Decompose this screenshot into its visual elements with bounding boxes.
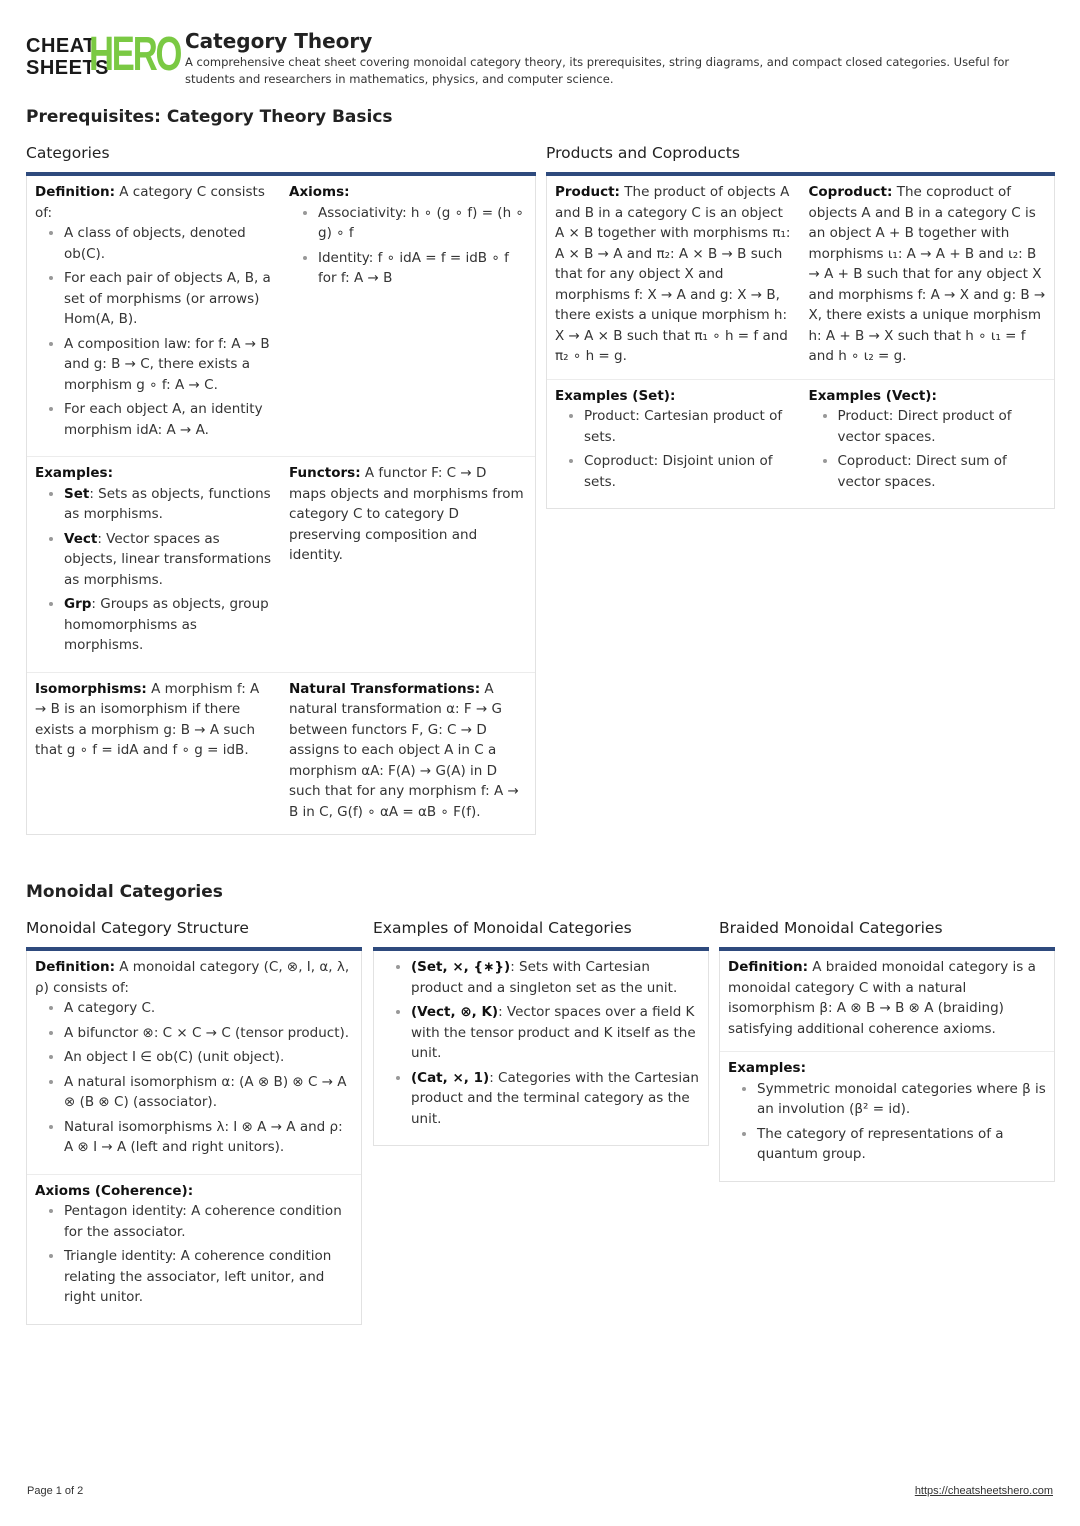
list-item: • (Vect, ⊗, K): Vector spaces over a field K with the tensor product and K itself as the unit. bbox=[411, 1002, 700, 1064]
cell-monoidal-examples bbox=[374, 951, 708, 1145]
cheatsheetshero-logo[interactable] bbox=[26, 28, 181, 81]
functors-label: Functors: bbox=[289, 465, 361, 481]
natural-label: Natural Transformations: bbox=[289, 680, 481, 697]
definition-label: Definition: bbox=[728, 959, 808, 975]
cell-functors bbox=[281, 457, 535, 673]
panel-title-braided: Braided Monoidal Categories bbox=[719, 915, 1055, 951]
examples-label: Examples: bbox=[728, 1060, 806, 1076]
axioms-list bbox=[289, 203, 527, 289]
definition-label: Definition: bbox=[35, 959, 115, 975]
cell-category-definition bbox=[27, 176, 281, 457]
list-item: • A composition law: for f: A → B and g: B → C, there exists a morphism g ∘ f: A → C. bbox=[64, 334, 273, 396]
definition-text: A monoidal category (C, ⊗, I, α, λ, ρ) consists of: bbox=[35, 959, 350, 996]
list-item: • Symmetric monoidal categories where β is an involution (β² = id). bbox=[757, 1079, 1046, 1120]
section-title-prerequisites: Prerequisites: Category Theory Basics bbox=[26, 107, 393, 127]
examples-set-label: Examples (Set): bbox=[555, 387, 676, 404]
cell-examples-vect bbox=[801, 380, 1055, 509]
definition-text: A braided monoidal category is a monoidal category C with a natural isomorphism β: A ⊗ B → B ⊗ A (braiding) satisfying additional coherence axioms. bbox=[728, 959, 1036, 1037]
cell-monoidal-axioms bbox=[27, 1175, 361, 1324]
list-item: • Grp: Groups as objects, group homomorphisms as morphisms. bbox=[64, 594, 273, 656]
list-item: • Associativity: h ∘ (g ∘ f) = (h ∘ g) ∘ f bbox=[318, 203, 527, 244]
monoidal-examples-list bbox=[382, 957, 700, 1129]
cell-isomorphisms bbox=[27, 673, 281, 835]
logo-text-cheat: CHEAT bbox=[26, 35, 96, 57]
product-text: The product of objects A and B in a category C is an object A × B together with morphisms π₁: A × B → A and π₂: A × B → B such that for any object X and morphisms f: X → A and g: X → B, there exists a unique morphism h: X → A × B such that π₁ ∘ h = f and π₂ ∘ h = g. bbox=[555, 184, 791, 364]
panel-body-braided bbox=[719, 951, 1055, 1182]
panel-title-categories: Categories bbox=[26, 140, 536, 176]
panel-monoidal-examples bbox=[373, 915, 709, 1146]
list-item: • (Set, ×, {∗}): Sets with Cartesian product and a singleton set as the unit. bbox=[411, 957, 700, 998]
list-item: • (Cat, ×, 1): Categories with the Cartesian product and the terminal category as the unit. bbox=[411, 1068, 700, 1130]
panel-braided bbox=[719, 915, 1055, 1182]
panel-categories bbox=[26, 140, 536, 835]
cell-product bbox=[547, 176, 801, 380]
list-item: • Product: Cartesian product of sets. bbox=[584, 406, 793, 447]
panel-title-monoidal-structure: Monoidal Category Structure bbox=[26, 915, 362, 951]
examples-vect-label: Examples (Vect): bbox=[808, 387, 937, 404]
website-link[interactable]: https://cheatsheetshero.com bbox=[914, 1485, 1053, 1497]
panel-products bbox=[546, 140, 1055, 509]
natural-text: A natural transformation α: F → G between functors F, G: C → D assigns to each object A in C a morphism αA: F(A) → G(A) in D such that for any morphism f: A → B in C, G(f) ∘ αA = αB ∘ F(f). bbox=[289, 680, 519, 820]
list-item: • A class of objects, denoted ob(C). bbox=[64, 223, 273, 264]
examples-vect-list bbox=[809, 406, 1047, 492]
isomorphisms-label: Isomorphisms: bbox=[35, 680, 147, 697]
cell-braided-examples bbox=[720, 1052, 1054, 1181]
page-title: Category Theory bbox=[185, 29, 373, 53]
cell-examples-set bbox=[547, 380, 801, 509]
definition-list bbox=[35, 998, 353, 1158]
cell-coproduct bbox=[801, 176, 1055, 380]
panel-body-monoidal-structure bbox=[26, 951, 362, 1325]
list-item: • A category C. bbox=[64, 998, 353, 1019]
page-description: A comprehensive cheat sheet covering monoidal category theory, its prerequisites, string diagrams, and compact closed categories. Useful for students and researchers in mathematics, physics, and computer science. bbox=[185, 55, 1010, 86]
list-item: • Identity: f ∘ idA = f = idB ∘ f for f: A → B bbox=[318, 248, 527, 289]
list-item: • Coproduct: Direct sum of vector spaces. bbox=[838, 451, 1047, 492]
cell-braided-definition bbox=[720, 951, 1054, 1052]
list-item: • Natural isomorphisms λ: I ⊗ A → A and ρ: A ⊗ I → A (left and right unitors). bbox=[64, 1117, 353, 1158]
list-item: • An object I ∈ ob(C) (unit object). bbox=[64, 1047, 353, 1068]
cell-monoidal-definition bbox=[27, 951, 361, 1175]
panel-monoidal-structure bbox=[26, 915, 362, 1325]
list-item: • For each object A, an identity morphism idA: A → A. bbox=[64, 399, 273, 440]
coproduct-text: The coproduct of objects A and B in a category C is an object A + B together with morphisms ι₁: A → A + B and ι₂: B → A + B such that for any object X and morphisms f: A → X and g: B → X, there exists a unique morphism h: A + B → X such that h ∘ ι₁ = f and h ∘ ι₂ = g. bbox=[808, 184, 1046, 364]
list-item: • Set: Sets as objects, functions as morphisms. bbox=[64, 484, 273, 525]
cell-category-axioms bbox=[281, 176, 535, 457]
axioms-list bbox=[35, 1201, 353, 1308]
panel-body-monoidal-examples bbox=[373, 951, 709, 1146]
panel-title-monoidal-examples: Examples of Monoidal Categories bbox=[373, 915, 709, 951]
definition-text: A category C consists of: bbox=[35, 184, 265, 221]
functors-text: A functor F: C → D maps objects and morphisms from category C to category D preserving composition and identity. bbox=[289, 465, 524, 563]
coproduct-label: Coproduct: bbox=[808, 184, 893, 200]
cell-natural-transformations bbox=[281, 673, 535, 835]
list-item: • Product: Direct product of vector spaces. bbox=[838, 406, 1047, 447]
definition-label: Definition: bbox=[35, 184, 115, 200]
list-item: • The category of representations of a quantum group. bbox=[757, 1124, 1046, 1165]
section-title-monoidal: Monoidal Categories bbox=[26, 882, 223, 902]
list-item: • For each pair of objects A, B, a set of morphisms (or arrows) Hom(A, B). bbox=[64, 268, 273, 330]
page-number: Page 1 of 2 bbox=[27, 1485, 84, 1497]
panel-body-products bbox=[546, 176, 1055, 509]
isomorphisms-text: A morphism f: A → B is an isomorphism if there exists a morphism g: B → A such that g ∘ f = idA and f ∘ g = idB. bbox=[35, 680, 260, 758]
logo-text-sheets: SHEETS bbox=[26, 57, 110, 79]
list-item: • Pentagon identity: A coherence condition for the associator. bbox=[64, 1201, 353, 1242]
list-item: • A natural isomorphism α: (A ⊗ B) ⊗ C → A ⊗ (B ⊗ C) (associator). bbox=[64, 1072, 353, 1113]
braided-examples-list bbox=[728, 1079, 1046, 1165]
definition-list bbox=[35, 223, 273, 440]
panel-title-products: Products and Coproducts bbox=[546, 140, 1055, 176]
product-label: Product: bbox=[555, 184, 620, 200]
logo-text-hero: HERO bbox=[89, 28, 181, 81]
list-item: • Coproduct: Disjoint union of sets. bbox=[584, 451, 793, 492]
cell-category-examples bbox=[27, 457, 281, 673]
examples-label: Examples: bbox=[35, 465, 113, 481]
list-item: • Triangle identity: A coherence condition relating the associator, left unitor, and right unitor. bbox=[64, 1246, 353, 1308]
panel-body-categories bbox=[26, 176, 536, 835]
list-item: • A bifunctor ⊗: C × C → C (tensor product). bbox=[64, 1023, 353, 1044]
list-item: • Vect: Vector spaces as objects, linear transformations as morphisms. bbox=[64, 529, 273, 591]
axioms-label: Axioms (Coherence): bbox=[35, 1182, 194, 1199]
axioms-label: Axioms: bbox=[289, 184, 350, 200]
examples-list bbox=[35, 484, 273, 656]
examples-set-list bbox=[555, 406, 793, 492]
